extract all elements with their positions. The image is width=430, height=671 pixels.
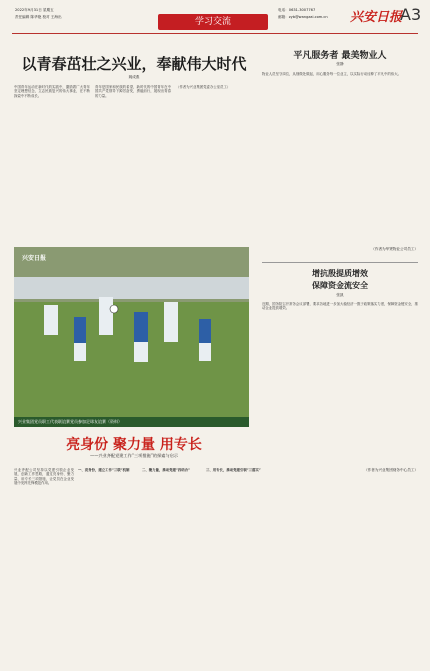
article-property-author: 张静 xyxy=(336,62,344,66)
article-youth-signature: （作者为兴业集团党委办公室员工） xyxy=(176,85,231,89)
article-youth-para1: 中国青年运动在新时代的实践中，激励着广大青年坚定理想信念，立志民族复兴的伟大事业，在不断探索中不断成长。 xyxy=(14,85,90,98)
article-party-title: 亮身份 聚力量 用专长 xyxy=(66,437,202,453)
article-property-body: 物业人员坚守岗位，从细微处做起，用心服务每一位业主，以实际行动诠释了平凡中的伟大。 xyxy=(262,72,402,76)
article-youth-title: 以青春茁壮之兴业，奉献伟大时代 xyxy=(21,55,247,73)
article-youth-col2 xyxy=(95,85,171,245)
section-label: 学习交流 xyxy=(158,14,268,30)
article-property-title: 平凡服务者 最美物业人 xyxy=(293,51,387,61)
date-text: 2022年9月31日 xyxy=(15,8,42,12)
article-property-signature: （作者为华贤物业公司员工） xyxy=(371,247,418,251)
masthead-logo: 兴安日报 xyxy=(350,10,403,25)
header-divider xyxy=(12,33,418,34)
article-youth-author: 姚成燕 xyxy=(128,75,140,79)
photo-caption: 兴业集团党员职工代表联谊赛党员参加足球友谊赛（资料） xyxy=(14,417,249,427)
page-number: A3 xyxy=(400,5,422,24)
email-text: 邮箱：zyb@wangzai.com.cn xyxy=(278,15,328,19)
article-party-col3 xyxy=(142,468,202,658)
article-youth-col1 xyxy=(14,85,90,245)
photo-watermark: 兴安日报 xyxy=(22,255,47,262)
article-finance-author: 张凯 xyxy=(336,293,344,297)
article-youth-para2: 青年是国家和民族的希望，新时代的中国青年在中国共产党领导下踔厉奋发，勇毅前行，展现出青春的力量。 xyxy=(95,85,171,98)
article-party xyxy=(14,432,418,667)
article-party-heading2: 二、聚力量，推动党建“四结合” xyxy=(142,468,190,472)
article-finance-title1: 增抗殷提质增效 xyxy=(312,268,368,278)
article-party-heading3: 三、用专长，推动党建引领“三落实” xyxy=(206,468,261,472)
article-finance-signature: （作者为兴业集团财务中心员工） xyxy=(364,468,418,472)
article-finance-title2: 保障资金流安全 xyxy=(312,280,368,290)
soccer-photo xyxy=(14,247,249,417)
article-party-col1 xyxy=(14,468,74,658)
article-party-body: 兴业齐配公司坚持以党建引领企业发展，创新工作思路，通过亮身份、聚力量、用专长三项措施，让党员在企业发展中发挥先锋模范作用。 xyxy=(14,468,74,486)
weekday-text: 星期五 xyxy=(42,8,54,12)
issue-date xyxy=(15,8,54,13)
article-party-subtitle: ——兴业齐配党建工作“三项措施”的探索与启示 xyxy=(89,453,179,458)
right-divider xyxy=(262,262,418,263)
page-header xyxy=(0,0,430,40)
article-party-heading1: 一、亮身份，建立工作“三联”机制 xyxy=(78,468,130,472)
article-finance-body: 近期，国务院召开常务会议部署，要求各地进一步加大稳经济一揽子政策落实力度，保障资金链安全，推动企业提质增效。 xyxy=(262,302,418,311)
article-property xyxy=(262,42,418,262)
article-party-col2 xyxy=(78,468,138,658)
article-youth-col3 xyxy=(176,85,252,245)
editor-line: 责任编辑 陈华艳 校对 王海出 xyxy=(15,15,62,19)
article-party-col4 xyxy=(206,468,266,658)
phone-text: 电话：0631-3007767 xyxy=(278,8,316,12)
